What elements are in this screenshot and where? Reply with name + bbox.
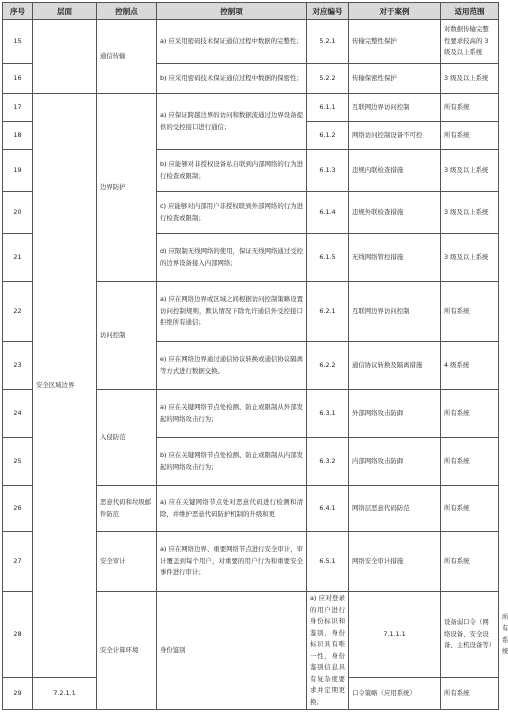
row-no: 26 bbox=[3, 486, 33, 532]
case-cell: 无线网络管控措施 bbox=[349, 234, 441, 282]
code-cell: 5.2.1 bbox=[307, 20, 349, 64]
case-cell: 违规外联检查措施 bbox=[349, 192, 441, 234]
control-item-cell: a) 应在关键网络节点处对恶意代码进行检测和清除，并维护恶意代码防护机制的升级和更 bbox=[157, 486, 307, 532]
case-cell: 网络访问控制设备不可控 bbox=[349, 122, 441, 150]
control-point-cell: 身份鉴别 bbox=[157, 592, 307, 710]
row-no: 16 bbox=[3, 64, 33, 94]
row-no: 18 bbox=[3, 122, 33, 150]
row-no: 23 bbox=[3, 342, 33, 390]
code-cell: 6.4.1 bbox=[307, 486, 349, 532]
row-no: 17 bbox=[3, 94, 33, 122]
scope-cell: 对数据传输完整性要求较高的 3 级及以上系统 bbox=[441, 20, 499, 64]
header-scope: 适用范围 bbox=[441, 3, 499, 20]
scope-cell: 所有系统 bbox=[441, 438, 499, 486]
row-no: 21 bbox=[3, 234, 33, 282]
code-cell: 6.2.1 bbox=[307, 282, 349, 342]
code-cell: 6.1.3 bbox=[307, 150, 349, 192]
case-cell: 互联网边界访问控制 bbox=[349, 282, 441, 342]
scope-cell: 3 级及以上系统 bbox=[441, 234, 499, 282]
code-cell: 6.3.2 bbox=[307, 438, 349, 486]
case-cell: 外部网络攻击防御 bbox=[349, 390, 441, 438]
scope-cell: 所有系统 bbox=[441, 94, 499, 122]
control-item-cell: a) 应保证跨越边界的访问和数据流通过边界设备提供的受控接口进行通信； bbox=[157, 94, 307, 150]
control-item-cell: a) 应在网络边界、重要网络节点进行安全审计，审计覆盖到每个用户，对重要的用户行为和重要安全事件进行审计； bbox=[157, 532, 307, 592]
row-no: 27 bbox=[3, 532, 33, 592]
row-no: 22 bbox=[3, 282, 33, 342]
control-point-cell: 边界防护 bbox=[97, 94, 157, 282]
table-row: 28 安全计算环境 身份鉴别 a) 应对登录的用户进行身份标识和鉴别，身份标识具有唯一性，身份鉴别信息具有复杂度要求并定期更换； 7.1.1.1 设备弱口令（网络设备、安全设备、主机设备等） 所有系统 bbox=[3, 592, 499, 678]
scope-cell: 所有系统 bbox=[441, 122, 499, 150]
table-header-row bbox=[3, 3, 499, 20]
control-point-cell: 通信传输 bbox=[97, 20, 157, 94]
case-cell: 通信协议转换及隔离措施 bbox=[349, 342, 441, 390]
case-cell: 违规内联检查措施 bbox=[349, 150, 441, 192]
control-item-cell: a) 应采用密码技术保证通信过程中数据的完整性； bbox=[157, 20, 307, 64]
code-cell: 6.1.2 bbox=[307, 122, 349, 150]
case-cell: 设备弱口令（网络设备、安全设备、主机设备等） bbox=[441, 592, 499, 678]
row-no: 25 bbox=[3, 438, 33, 486]
scope-cell: 4 级系统 bbox=[441, 342, 499, 390]
case-cell: 内部网络攻击防御 bbox=[349, 438, 441, 486]
control-item-cell: a) 应对登录的用户进行身份标识和鉴别，身份标识具有唯一性，身份鉴别信息具有复杂度要求并定期更换； bbox=[307, 592, 349, 710]
scope-cell: 所有系统 bbox=[441, 390, 499, 438]
header-layer: 层面 bbox=[33, 3, 97, 20]
scope-cell: 所有系统 bbox=[441, 282, 499, 342]
control-item-cell: d) 应限制无线网络的使用，保证无线网络通过受控的边界设备接入内部网络； bbox=[157, 234, 307, 282]
layer-cell: 安全区域边界 bbox=[33, 94, 97, 678]
control-point-cell: 安全审计 bbox=[97, 532, 157, 592]
code-cell: 6.2.2 bbox=[307, 342, 349, 390]
code-cell: 5.2.2 bbox=[307, 64, 349, 94]
table-row bbox=[3, 20, 499, 64]
row-no: 20 bbox=[3, 192, 33, 234]
control-point-cell: 访问控制 bbox=[97, 282, 157, 390]
header-code: 对应编号 bbox=[307, 3, 349, 20]
row-no: 28 bbox=[3, 592, 33, 678]
header-control-point: 控制点 bbox=[97, 3, 157, 20]
row-no: 19 bbox=[3, 150, 33, 192]
row-no: 29 bbox=[3, 678, 33, 710]
case-cell: 传输完整性保护 bbox=[349, 20, 441, 64]
case-cell: 网络安全审计措施 bbox=[349, 532, 441, 592]
scope-cell: 所有系统 bbox=[441, 532, 499, 592]
control-item-cell: a) 应在关键网络节点处检测、防止或限制从外部发起的网络攻击行为； bbox=[157, 390, 307, 438]
scope-cell: 所有系统 bbox=[441, 486, 499, 532]
row-no: 24 bbox=[3, 390, 33, 438]
control-item-cell: c) 应能够对内部用户非授权联到外部网络的行为进行检查或限制； bbox=[157, 192, 307, 234]
code-cell: 7.2.1.1 bbox=[33, 678, 97, 710]
row-no: 15 bbox=[3, 20, 33, 64]
code-cell: 6.1.1 bbox=[307, 94, 349, 122]
case-cell: 传输保密性保护 bbox=[349, 64, 441, 94]
header-no: 序号 bbox=[3, 3, 33, 20]
code-cell: 6.3.1 bbox=[307, 390, 349, 438]
code-cell: 6.5.1 bbox=[307, 532, 349, 592]
table-row bbox=[3, 94, 499, 122]
scope-cell: 3 级及以上系统 bbox=[441, 64, 499, 94]
scope-cell: 3 级及以上系统 bbox=[441, 150, 499, 192]
case-cell: 互联网边界访问控制 bbox=[349, 94, 441, 122]
control-point-cell: 入侵防范 bbox=[97, 390, 157, 486]
control-item-cell: a) 应在网络边界或区域之间根据访问控制策略设置访问控制规则，默认情况下除允许通信外受控接口拒绝所有通信； bbox=[157, 282, 307, 342]
code-cell: 7.1.1.1 bbox=[349, 592, 441, 678]
code-cell: 6.1.5 bbox=[307, 234, 349, 282]
code-cell: 6.1.4 bbox=[307, 192, 349, 234]
header-case: 对于案例 bbox=[349, 3, 441, 20]
control-item-cell: e) 应在网络边界通过通信协议转换或通信协议隔离等方式进行数据交换。 bbox=[157, 342, 307, 390]
layer-cell: 安全计算环境 bbox=[97, 592, 157, 710]
control-point-cell: 恶意代码和垃圾邮件防范 bbox=[97, 486, 157, 532]
control-item-cell: b) 应采用密码技术保证通信过程中数据的保密性； bbox=[157, 64, 307, 94]
header-control-item: 控制项 bbox=[157, 3, 307, 20]
scope-cell: 3 级及以上系统 bbox=[441, 192, 499, 234]
case-cell: 网络层恶意代码防范 bbox=[349, 486, 441, 532]
requirements-table bbox=[2, 2, 508, 710]
layer-cell bbox=[33, 20, 97, 94]
control-item-cell: b) 应在关键网络节点处检测、防止或限制从内部发起的网络攻击行为； bbox=[157, 438, 307, 486]
control-item-cell: b) 应能够对非授权设备私自联到内部网络的行为进行检查或限制； bbox=[157, 150, 307, 192]
scope-cell: 所有系统 bbox=[441, 678, 499, 710]
case-cell: 口令策略（应用系统） bbox=[349, 678, 441, 710]
